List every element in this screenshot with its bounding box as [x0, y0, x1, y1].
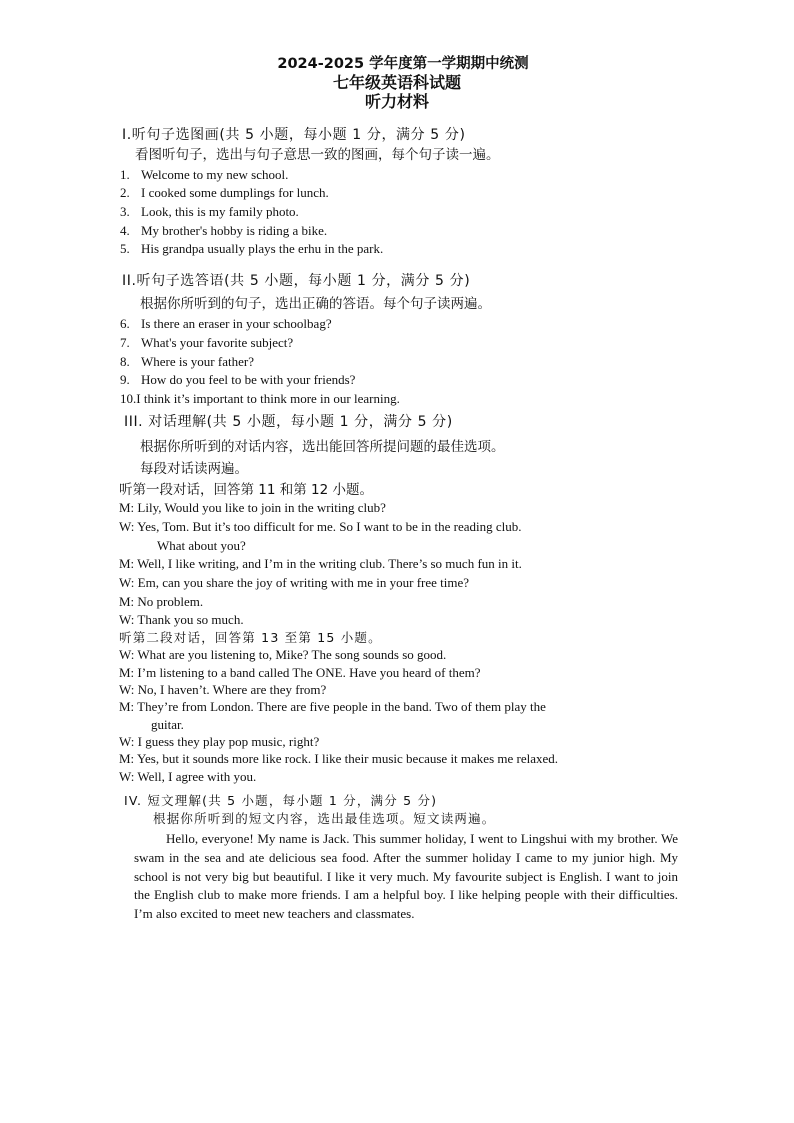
dialogue-line: W: No, I haven’t. Where are they from?: [119, 682, 327, 697]
dialogue-line: W: Yes, Tom. But it’s too difficult for me. So I want to be in the reading club.: [119, 519, 522, 534]
item-text: Look, this is my family photo.: [141, 204, 299, 219]
item-text: Where is your father?: [141, 354, 254, 369]
item-number: 3.: [120, 204, 130, 219]
list-item: [120, 223, 327, 239]
listening-material-title: 听力材料: [364, 92, 429, 111]
exam-subject-title: 七年级英语科试题: [332, 73, 461, 92]
list-item: [120, 316, 332, 332]
item-number: 7.: [120, 335, 130, 350]
item-text: I cooked some dumplings for lunch.: [141, 185, 329, 200]
exam-term-title: 2024-2025 学年度第一学期期中统测: [277, 56, 529, 72]
list-item: [120, 241, 383, 257]
dialogue-line: M: They’re from London. There are five people in the band. Two of them play the: [119, 699, 546, 714]
dialogue-2-intro: 听第二段对话，回答第 13 至第 15 小题。: [119, 630, 382, 645]
dialogue-line: W: Thank you so much.: [119, 612, 244, 627]
item-number: 1.: [120, 167, 130, 182]
dialogue-line: M: Yes, but it sounds more like rock. I like their music because it makes me relaxed.: [119, 751, 559, 766]
dialogue-line: guitar.: [151, 717, 184, 732]
item-text: Welcome to my new school.: [141, 167, 289, 182]
list-item: [120, 335, 293, 351]
dialogue-line: M: I’m listening to a band called The ONE. Have you heard of them?: [119, 665, 481, 680]
item-number: 9.: [120, 372, 130, 387]
item-number: 8.: [120, 354, 130, 369]
list-item: [120, 372, 355, 388]
item-text: I think it’s important to think more in our learning.: [136, 391, 400, 406]
list-item: [120, 354, 254, 370]
item-text: What's your favorite subject?: [141, 335, 294, 350]
list-item: [120, 185, 329, 201]
title-block: [0, 56, 794, 111]
dialogue-line: W: Em, can you share the joy of writing with me in your free time?: [119, 575, 470, 590]
dialogue-line: W: Well, I agree with you.: [119, 769, 257, 784]
list-item: [120, 391, 400, 407]
section-4-instruction: 根据你所听到的短文内容，选出最佳选项。短文读两遍。: [153, 811, 496, 826]
item-number: 10.: [120, 391, 137, 406]
item-text: His grandpa usually plays the erhu in the park.: [141, 241, 384, 256]
dialogue-line: W: I guess they play pop music, right?: [119, 734, 320, 749]
section-3-heading: III. 对话理解(共 5 小题，每小题 1 分，满分 5 分): [124, 414, 453, 430]
section-1-heading: I.听句子选图画(共 5 小题，每小题 1 分，满分 5 分): [122, 127, 466, 143]
item-text: My brother's hobby is riding a bike.: [141, 223, 328, 238]
dialogue-line: M: Lily, Would you like to join in the writing club?: [119, 500, 386, 515]
item-text: How do you feel to be with your friends?: [141, 372, 356, 387]
section-2-heading: II.听句子选答语(共 5 小题，每小题 1 分，满分 5 分): [122, 273, 471, 289]
dialogue-line: W: What are you listening to, Mike? The song sounds so good.: [119, 647, 447, 662]
dialogue-1-intro: 听第一段对话，回答第 11 和第 12 小题。: [119, 482, 374, 498]
item-text: Is there an eraser in your schoolbag?: [141, 316, 332, 331]
section-2-instruction: 根据你所听到的句子，选出正确的答语。每个句子读两遍。: [140, 296, 491, 312]
item-number: 5.: [120, 241, 130, 256]
section-1-instruction: 看图听句子，选出与句子意思一致的图画，每个句子读一遍。: [135, 147, 500, 163]
list-item: [120, 167, 288, 183]
section-3-instruction-2: 每段对话读两遍。: [140, 461, 248, 477]
dialogue-line: M: Well, I like writing, and I’m in the writing club. There’s so much fun in it.: [119, 556, 522, 571]
section-4-heading: IV. 短文理解(共 5 小题，每小题 1 分，满分 5 分): [124, 793, 438, 808]
list-item: [120, 204, 299, 220]
listening-passage: Hello, everyone! My name is Jack. This summer holiday, I went to Lingshui with my brother. We swam in the sea and ate delicious sea food. After the summer holiday I came to my junior high. My school is not very big but beautiful. I like it very much. My favourite subject is English. I want to join the English club to make more friends. I am a helpful boy. I like helping people with their difficulties. I’m also excited to meet new teachers and classmates.: [134, 831, 678, 922]
item-number: 4.: [120, 223, 130, 238]
item-number: 2.: [120, 185, 130, 200]
dialogue-line: M: No problem.: [119, 594, 204, 609]
dialogue-line: What about you?: [157, 538, 246, 553]
item-number: 6.: [120, 316, 130, 331]
section-3-instruction: 根据你所听到的对话内容，选出能回答所提问题的最佳选项。: [140, 439, 505, 455]
